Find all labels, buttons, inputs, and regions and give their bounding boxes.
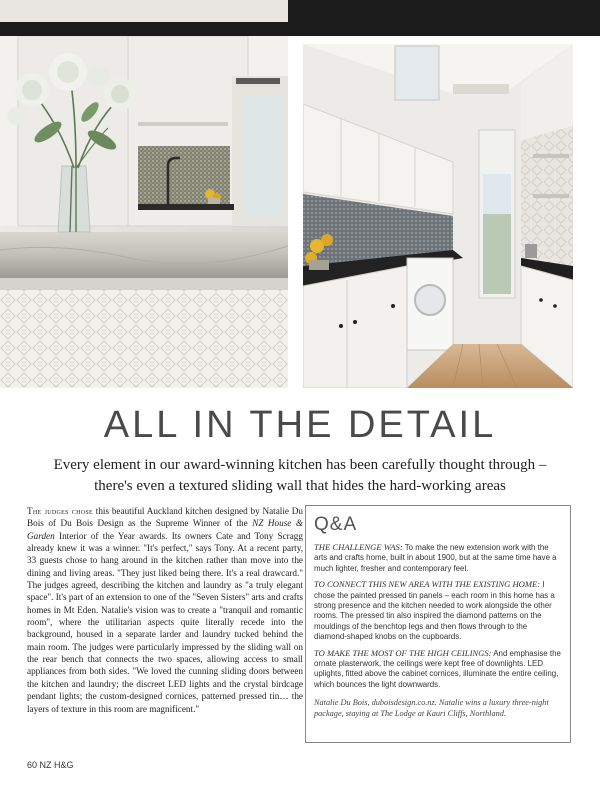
qa-box	[305, 505, 571, 743]
qa-answer: And emphasise the ornate plasterwork, the ceilings were kept free of downlights. LED uplights, fitted above the cabinet cornices, illuminate the entire ceiling, which bounces the light downwards.	[314, 648, 561, 689]
magazine-name-italic: NZ House & Garden	[27, 518, 303, 541]
laundry-photo	[303, 44, 573, 388]
top-band	[0, 0, 600, 36]
page-headline: ALL IN THE DETAIL	[103, 404, 497, 446]
article-text-part2: Interior of the Year awards. Its owners Cate and Tony Scragg already knew it was a winner. "It's perfect," says Tony. At a recent party, 33 guests chose to hang around in the kitchen rather than move into the dining and living areas. "They just liked being there. It's a real drawcard." The judges agreed, describing the kitchen and laundry as "a truly elegant space". It's part of an extension to one of the "Seven Sisters" arts and crafts homes in Mt Eden. Natalie's vision was to create a "tranquil and romantic room", where the utilitarian aspects quite literally recede into the background, housed in a separate larder and laundry tucked behind the main room. The judges were particularly impressed by the sliding wall on the rear bench that connects the two spaces, allowing access to small appliances from both sides. "We loved the cunning sliding doors between the kitchen and laundry; the discreet LED lights and the crystal birdcage pendant lights; the custom-designed cornices, patterned pressed tin… the layers of texture in this room are magnificent."	[27, 530, 303, 714]
page-number: 60	[27, 760, 38, 770]
qa-question: THE CHALLENGE WAS:	[314, 542, 403, 552]
standfirst: Every element in our award-winning kitchen has been carefully thought through – there's even a textured sliding wall that hides the hard-working areas	[53, 457, 547, 494]
qa-question: TO MAKE THE MOST OF THE HIGH CEILINGS:	[314, 647, 492, 658]
kitchen-island-photo	[0, 36, 288, 388]
qa-title: Q&A	[314, 514, 358, 535]
designer-credit: Natalie Du Bois, duboisdesign.co.nz. Natalie wins a luxury three-night package, staying at The Lodge at Kauri Cliffs, Northland.	[314, 698, 549, 718]
page-folio	[27, 760, 74, 770]
qa-item	[314, 648, 562, 691]
qa-item	[314, 579, 562, 642]
article-body	[27, 505, 303, 715]
article-lead-in: The judges chose	[27, 506, 93, 516]
top-cabinet-strip	[0, 0, 288, 22]
qa-answer: To make the new extension work with the arts and crafts home, built in about 1900, but at the same time have a much lighter, fresher and contemporary feel.	[314, 543, 557, 573]
magazine-short-name: NZ H&G	[39, 760, 74, 770]
qa-question: TO CONNECT THIS NEW AREA WITH THE EXISTING HOME:	[314, 579, 541, 590]
qa-item	[314, 542, 562, 574]
qa-answer: I chose the painted pressed tin panels – each room in this home has a strong presence and the kitchen needed to work alongside the other rooms. The pressed tin also inspired the diamond patterns on the mouldings of the benchtop legs and then flows through to the diamond-shaped knobs on the cupboards.	[314, 580, 555, 642]
article-text-part1: this beautiful Auckland kitchen designed by Natalie Du Bois of Du Bois Design as the Supreme Winner of the	[27, 506, 303, 529]
